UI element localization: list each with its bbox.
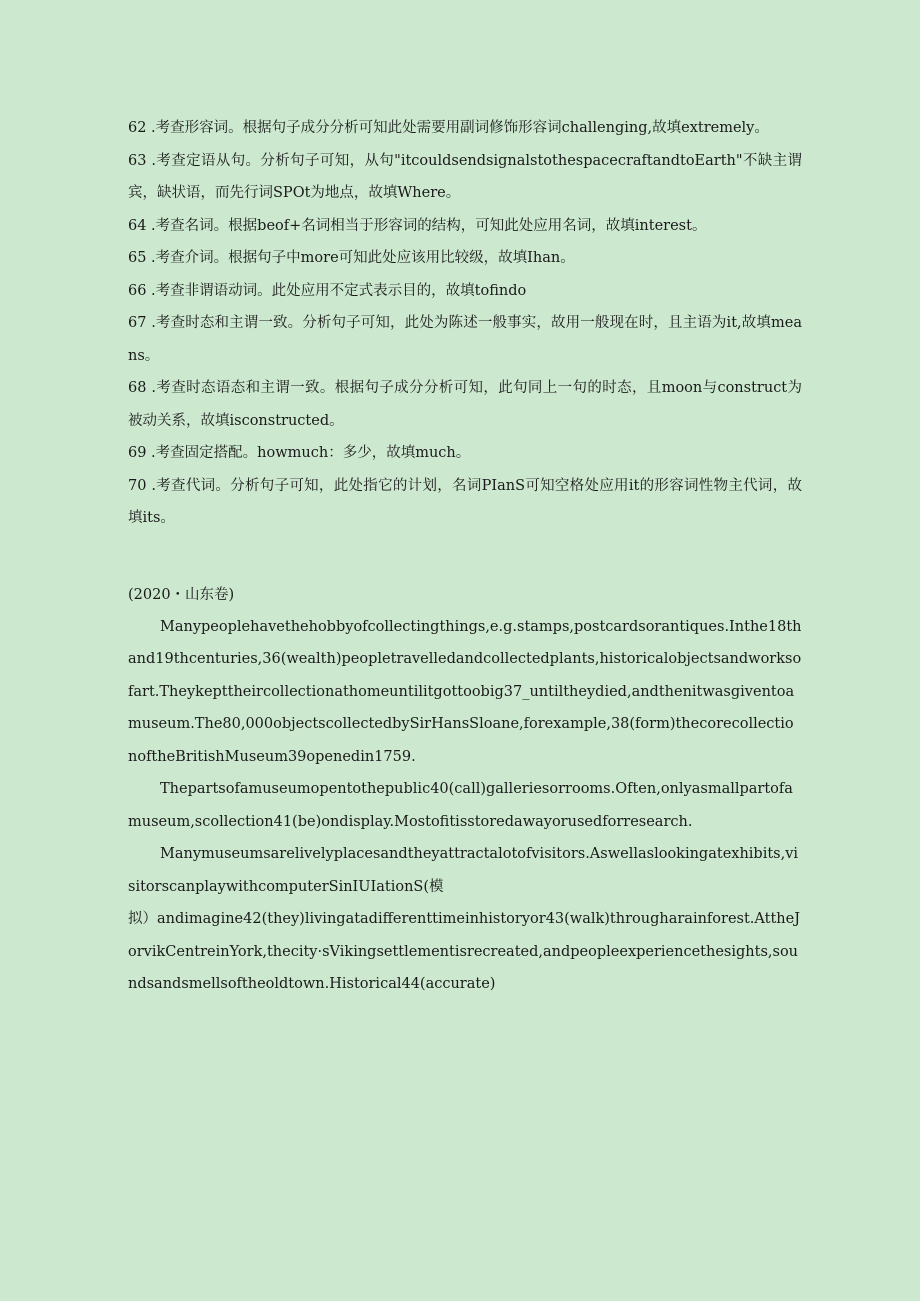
answer-69: 69 .考查固定搭配。howmuch：多少，故填much。	[128, 445, 471, 461]
answer-64: 64 .考查名词。根据beof+名词相当于形容词的结构，可知此处应用名词，故填interest。	[128, 217, 707, 234]
answer-63: 63 .考查定语从句。分析句子可知，从句"itcouldsendsignalstothespacecraftandtoEarth"不缺主谓宾，缺状语，而先行词SPOt为地点，故填Where。	[128, 152, 802, 201]
answer-62: 62 .考查形容词。根据句子成分分析可知此处需要用副词修饰形容词challenging,故填extremely。	[128, 120, 769, 136]
answer-68: 68 .考查时态语态和主谓一致。根据句子成分分析可知，此句同上一句的时态，且moon与construct为被动关系，故填isconstructed。	[128, 380, 802, 429]
answer-70: 70 .考查代词。分析句子可知，此处指它的计划，名词PIanS可知空格处应用it的形容词性物主代词，故填its。	[128, 477, 802, 526]
answer-explanations	[128, 112, 802, 535]
answer-66: 66 .考查非谓语动词。此处应用不定式表示目的，故填tofindo	[128, 282, 527, 299]
answer-67: 67 .考查时态和主谓一致。分析句子可知，此处为陈述一般事实，故用一般现在时，且主语为it,故填means。	[128, 315, 802, 364]
reading-passage	[128, 611, 802, 1001]
passage-paragraph-3: Manymuseumsarelivelyplacesandtheyattractalotofvisitors.Aswellaslookingatexhibits,visitorscanplaywithcomputerSinIUIationS(模	[128, 846, 799, 895]
passage-paragraph-2: Thepartsofamuseumopentothepublic40(call)galleriesorrooms.Often,onlyasmallpartofamuseum,scollection41(be)ondisplay.Mostofitisstoredawayorusedforresearch.	[128, 781, 793, 830]
answer-65: 65 .考查介词。根据句子中more可知此处应该用比较级，故填Ihan。	[128, 250, 575, 266]
passage-paragraph-3-continued: 拟）andimagine42(they)livingatadifferenttimeinhistoryor43(walk)througharainforest.AttheJorvikCentreinYork,thecity·sVikingsettlementisrecreated,andpeopleexperiencethesights,soundsandsmellsoftheoldtown.Historical44(accurate)	[128, 911, 801, 992]
passage-paragraph-1: Manypeoplehavethehobbyofcollectingthings,e.g.stamps,postcardsorantiques.Inthe18thand19thcenturies,36(wealth)peopletravelledandcollectedplants,historicalobjectsandworksofart.Theykepttheircollectionathomeuntilitgottoobig37_untiltheydied,andthenitwasgiventoamuseum.The80,000objectscollectedbySirHansSloane,forexample,38(form)thecorecollectionoftheBritishMuseum39openedin1759.	[128, 618, 802, 765]
exam-source-label: (2020・山东卷)	[128, 586, 235, 603]
